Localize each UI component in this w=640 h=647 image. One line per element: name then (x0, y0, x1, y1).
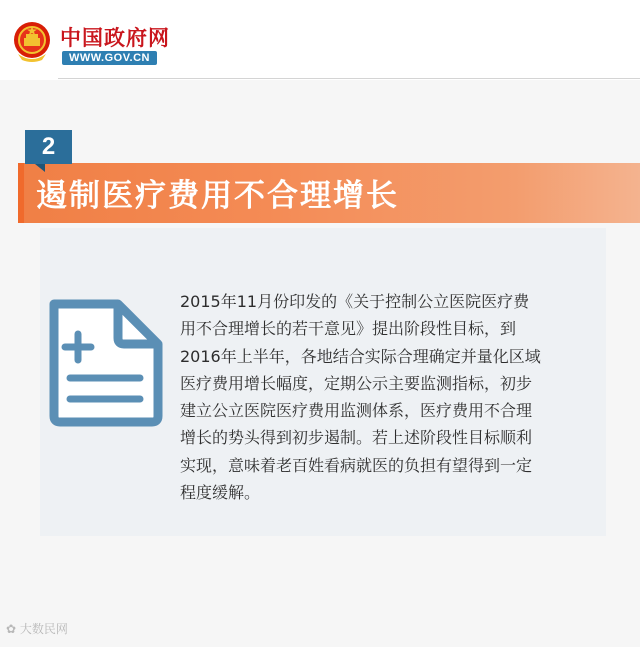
text-line: 用不合理增长的若干意见》提出阶段性目标，到 (180, 319, 517, 339)
header-divider (58, 78, 640, 79)
weibo-icon: ✿ (6, 622, 20, 636)
watermark-text: 大数民网 (19, 622, 68, 636)
section-title: 遏制医疗费用不合理增长 (36, 178, 399, 214)
watermark (6, 620, 68, 637)
body-paragraph (180, 288, 588, 506)
text-line: 程度缓解。 (180, 483, 261, 503)
site-name[interactable]: 中国政府网 (60, 26, 170, 50)
text-line: 建立公立医院医疗费用监测体系，医疗费用不合理 (180, 401, 533, 421)
document-icon (44, 298, 164, 428)
text-line: 实现，意味着老百姓看病就医的负担有望得到一定 (180, 455, 533, 475)
text-line: 2016年上半年，各地结合实际合理确定并量化区域 (180, 346, 541, 366)
section-number-badge: 2 (25, 130, 72, 164)
text-line: 医疗费用增长幅度，定期公示主要监测指标，初步 (180, 373, 533, 393)
text-line: 2015年11月份印发的《关于控制公立医院医疗费 (180, 292, 530, 311)
site-header (0, 0, 640, 80)
banner-edge (18, 163, 24, 223)
site-url[interactable]: WWW.GOV.CN (62, 51, 157, 65)
national-emblem-icon (12, 20, 52, 64)
text-line: 增长的势头得到初步遏制。若上述阶段性目标顺利 (180, 428, 533, 448)
